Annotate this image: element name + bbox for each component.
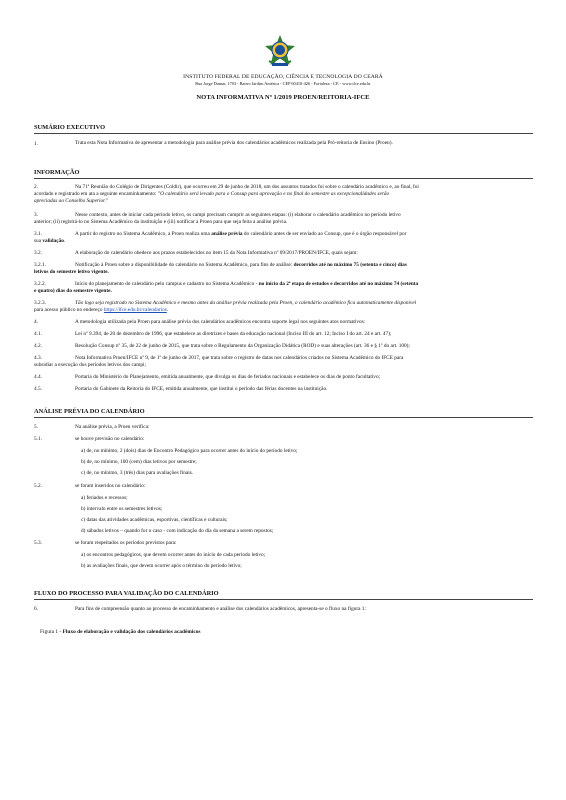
- paragraph-number: 5.: [34, 424, 38, 430]
- paragraph-number: 4.5.: [34, 386, 42, 392]
- paragraph-text: Portaria do Gabinete da Reitoria do IFCE, emitida anualmente, que institui o período das férias docentes na instituição.: [75, 386, 328, 392]
- paragraph-text: Na análise prévia, a Proen verifica:: [75, 424, 150, 430]
- paragraph-text: Resolução Consup nº 35, de 22 de junho de 2015, que trata sobre o Regulamento da Organização Didática (ROD) e suas alterações (art. 36 e § 1º do art. 100);: [75, 343, 410, 349]
- paragraph-text: A metodologia utilizada pela Proen para análise prévia dos calendários acadêmicos encontra suporte legal nos seguintes atos normativos:: [75, 319, 366, 325]
- section-heading-fluxo: FLUXO DO PROCESSO PARA VALIDAÇÃO DO CALENDÁRIO: [34, 590, 219, 597]
- paragraph-number: 3.2.: [34, 250, 42, 256]
- section-rule: [34, 417, 533, 418]
- paragraph-text: se foram inseridos no calendário:: [75, 483, 146, 489]
- paragraph-text: sua validação.: [34, 238, 66, 244]
- paragraph-text: anterior; (ii) registrá-lo no Sistema Acadêmico da instituição e (iii) notificar a Proen para que seja feita a análise prévia.: [34, 219, 288, 225]
- paragraph-number: 3.1.: [34, 231, 42, 237]
- list-item: c) datas das atividades acadêmicas, esportivas, científicas e culturais;: [81, 517, 228, 523]
- paragraph-number: 3.: [34, 212, 38, 218]
- paragraph-number: 4.: [34, 319, 38, 325]
- paragraph-text: Nesse contexto, antes de iniciar cada período letivo, os campi precisam cumprir as seguintes etapas: (i) elaborar o calendário acadêmico no período letivo: [75, 212, 401, 218]
- paragraph-number: 3.2.3.: [34, 300, 46, 306]
- brasao-coat-of-arms-icon: [263, 34, 297, 68]
- document-title: NOTA INFORMATIVA Nº 1/2019 PROEN/REITORIA-IFCE: [196, 94, 370, 101]
- paragraph-text: Nota Informativa Proen/IFCE nº 9, de 1º de junho de 2017, que trata sobre o registro de datas nos calendários criados no Sistema Acadêmico do IFCE para: [75, 355, 404, 361]
- list-item: c) de, no mínimo, 3 (três) dias para avaliações finais.: [81, 470, 194, 476]
- section-heading-sumario: SUMÁRIO EXECUTIVO: [34, 124, 106, 131]
- paragraph-number: 6.: [34, 606, 38, 612]
- paragraph-text: Início do planejamento do calendário pelo campus e cadastro no Sistema Acadêmico - no início da 2ª etapa de estudos e decorridos até no máximo 74 (setenta: [75, 281, 419, 287]
- paragraph-number: 1.: [34, 141, 38, 147]
- paragraph-number: 4.4.: [34, 374, 42, 380]
- paragraph-text: Tão logo seja registrado no Sistema Acadêmico e mesmo antes da análise prévia realizada pela Proen, o calendário acadêmico fica automaticamente disponível: [75, 300, 417, 306]
- paragraph-text: acordado e registrado em ata a seguinte encaminhamento: "O calendário será levado para o Consup para aprovação e no final do semestre as excepcionalidades serão: [34, 191, 390, 197]
- paragraph-number: 5.3.: [34, 540, 42, 546]
- paragraph-text: para acesso público no endereço https://ifce.edu.br/calendarios.: [34, 307, 169, 313]
- calendarios-link[interactable]: https://ifce.edu.br/calendarios: [103, 307, 167, 313]
- paragraph-text: A elaboração do calendário obedece aos prazos estabelecidos no item 15 da Nota Informativa nº 09/2017/PROEN/IFCE, quais sejam:: [75, 250, 358, 256]
- paragraph-text: Na 71ª Reunião do Colégio de Dirigentes (Coldir), que ocorreu em 29 de junho de 2018, um dos assuntos tratados foi sobre o calendário acadêmico e, ao final, foi: [75, 184, 419, 190]
- paragraph-number: 4.2.: [34, 343, 42, 349]
- list-item: a) feriados e recessos;: [81, 495, 128, 501]
- section-heading-analise: ANÁLISE PRÉVIA DO CALENDÁRIO: [34, 408, 145, 415]
- paragraph-text: Lei nº 9.394, de 20 de dezembro de 1996, que estabelece as diretrizes e bases da educação nacional (Inciso III do art. 12; Inciso I do art. 24 e art. 47);: [75, 331, 392, 337]
- paragraph-text: subsidiar a execução dos períodos letivos dos campi;: [34, 362, 146, 368]
- figure-caption: Figura 1 - Fluxo de elaboração e validação dos calendários acadêmicos: [40, 629, 201, 635]
- paragraph-text: Portaria do Ministério do Planejamento, emitida anualmente, que divulga os dias de feriados nacionais e estabelece os dias de ponto facultativo;: [75, 374, 381, 380]
- section-rule: [34, 178, 533, 179]
- list-item: b) intervalo entre os semestres letivos;: [81, 506, 163, 512]
- paragraph-text: se houve previsão no calendário:: [75, 436, 145, 442]
- list-item: a) de, no mínimo, 2 (dois) dias de Encontro Pedagógico para ocorrer antes do início do período letivo;: [81, 448, 298, 454]
- paragraph-text: Para fins de compreensão quanto ao processo de encaminhamento e análise dos calendários acadêmicos, apresenta-se o fluxo na figura 1:: [75, 606, 366, 612]
- institution-name: INSTITUTO FEDERAL DE EDUCAÇÃO, CIÊNCIA E TECNOLOGIA DO CEARÁ: [183, 74, 383, 80]
- paragraph-number: 2.: [34, 184, 38, 190]
- paragraph-text: apreciadas ao Conselho Superior.": [34, 198, 109, 204]
- section-heading-informacao: INFORMAÇÃO: [34, 169, 80, 176]
- paragraph-text: Notificação à Proen sobre a disponibilidade do calendário no Sistema Acadêmico, para fins de análise: decorridos até no máximo 75 (setenta e cinco) dias: [75, 262, 407, 268]
- list-item: d) sábados letivos – quando for o caso - com indicação do dia da semana a serem repostos;: [81, 528, 274, 534]
- paragraph-number: 3.2.1.: [34, 262, 46, 268]
- paragraph-number: 3.2.2.: [34, 281, 46, 287]
- paragraph-text: se foram respeitados os períodos previstos para:: [75, 540, 177, 546]
- section-rule: [34, 599, 533, 600]
- paragraph-number: 4.3.: [34, 355, 42, 361]
- institution-address: Rua Jorge Dumar, 1703 - Bairro Jardim América - CEP 60410-426 - Fortaleza - CE - www.ifce.edu.br: [195, 81, 371, 86]
- list-item: a) os encontros pedagógicos, que devem ocorrer antes do início de cada período letivo;: [81, 552, 266, 558]
- section-rule: [34, 133, 533, 134]
- paragraph-number: 5.2.: [34, 483, 42, 489]
- list-item: b) as avaliações finais, que devem ocorrer após o término do período letivo;: [81, 563, 242, 569]
- paragraph-number: 4.1.: [34, 331, 42, 337]
- paragraph-text: e quatro) dias do semestre vigente.: [34, 288, 112, 294]
- paragraph-text: Trata esta Nota Informativa de apresentar a metodologia para análise prévia dos calendários acadêmicos realizada pela Pró-reitoria de Ensino (Proen).: [75, 140, 393, 146]
- list-item: b) de, no mínimo, 100 (cem) dias letivos por semestre;: [81, 459, 197, 465]
- paragraph-number: 5.1.: [34, 436, 42, 442]
- paragraph-text: letivos do semestre letivo vigente.: [34, 269, 109, 275]
- paragraph-text: A partir do registro no Sistema Acadêmico, a Proen realiza uma análise prévia do calendário antes de ser enviado ao Consup, que é o órgão responsável por: [75, 231, 407, 237]
